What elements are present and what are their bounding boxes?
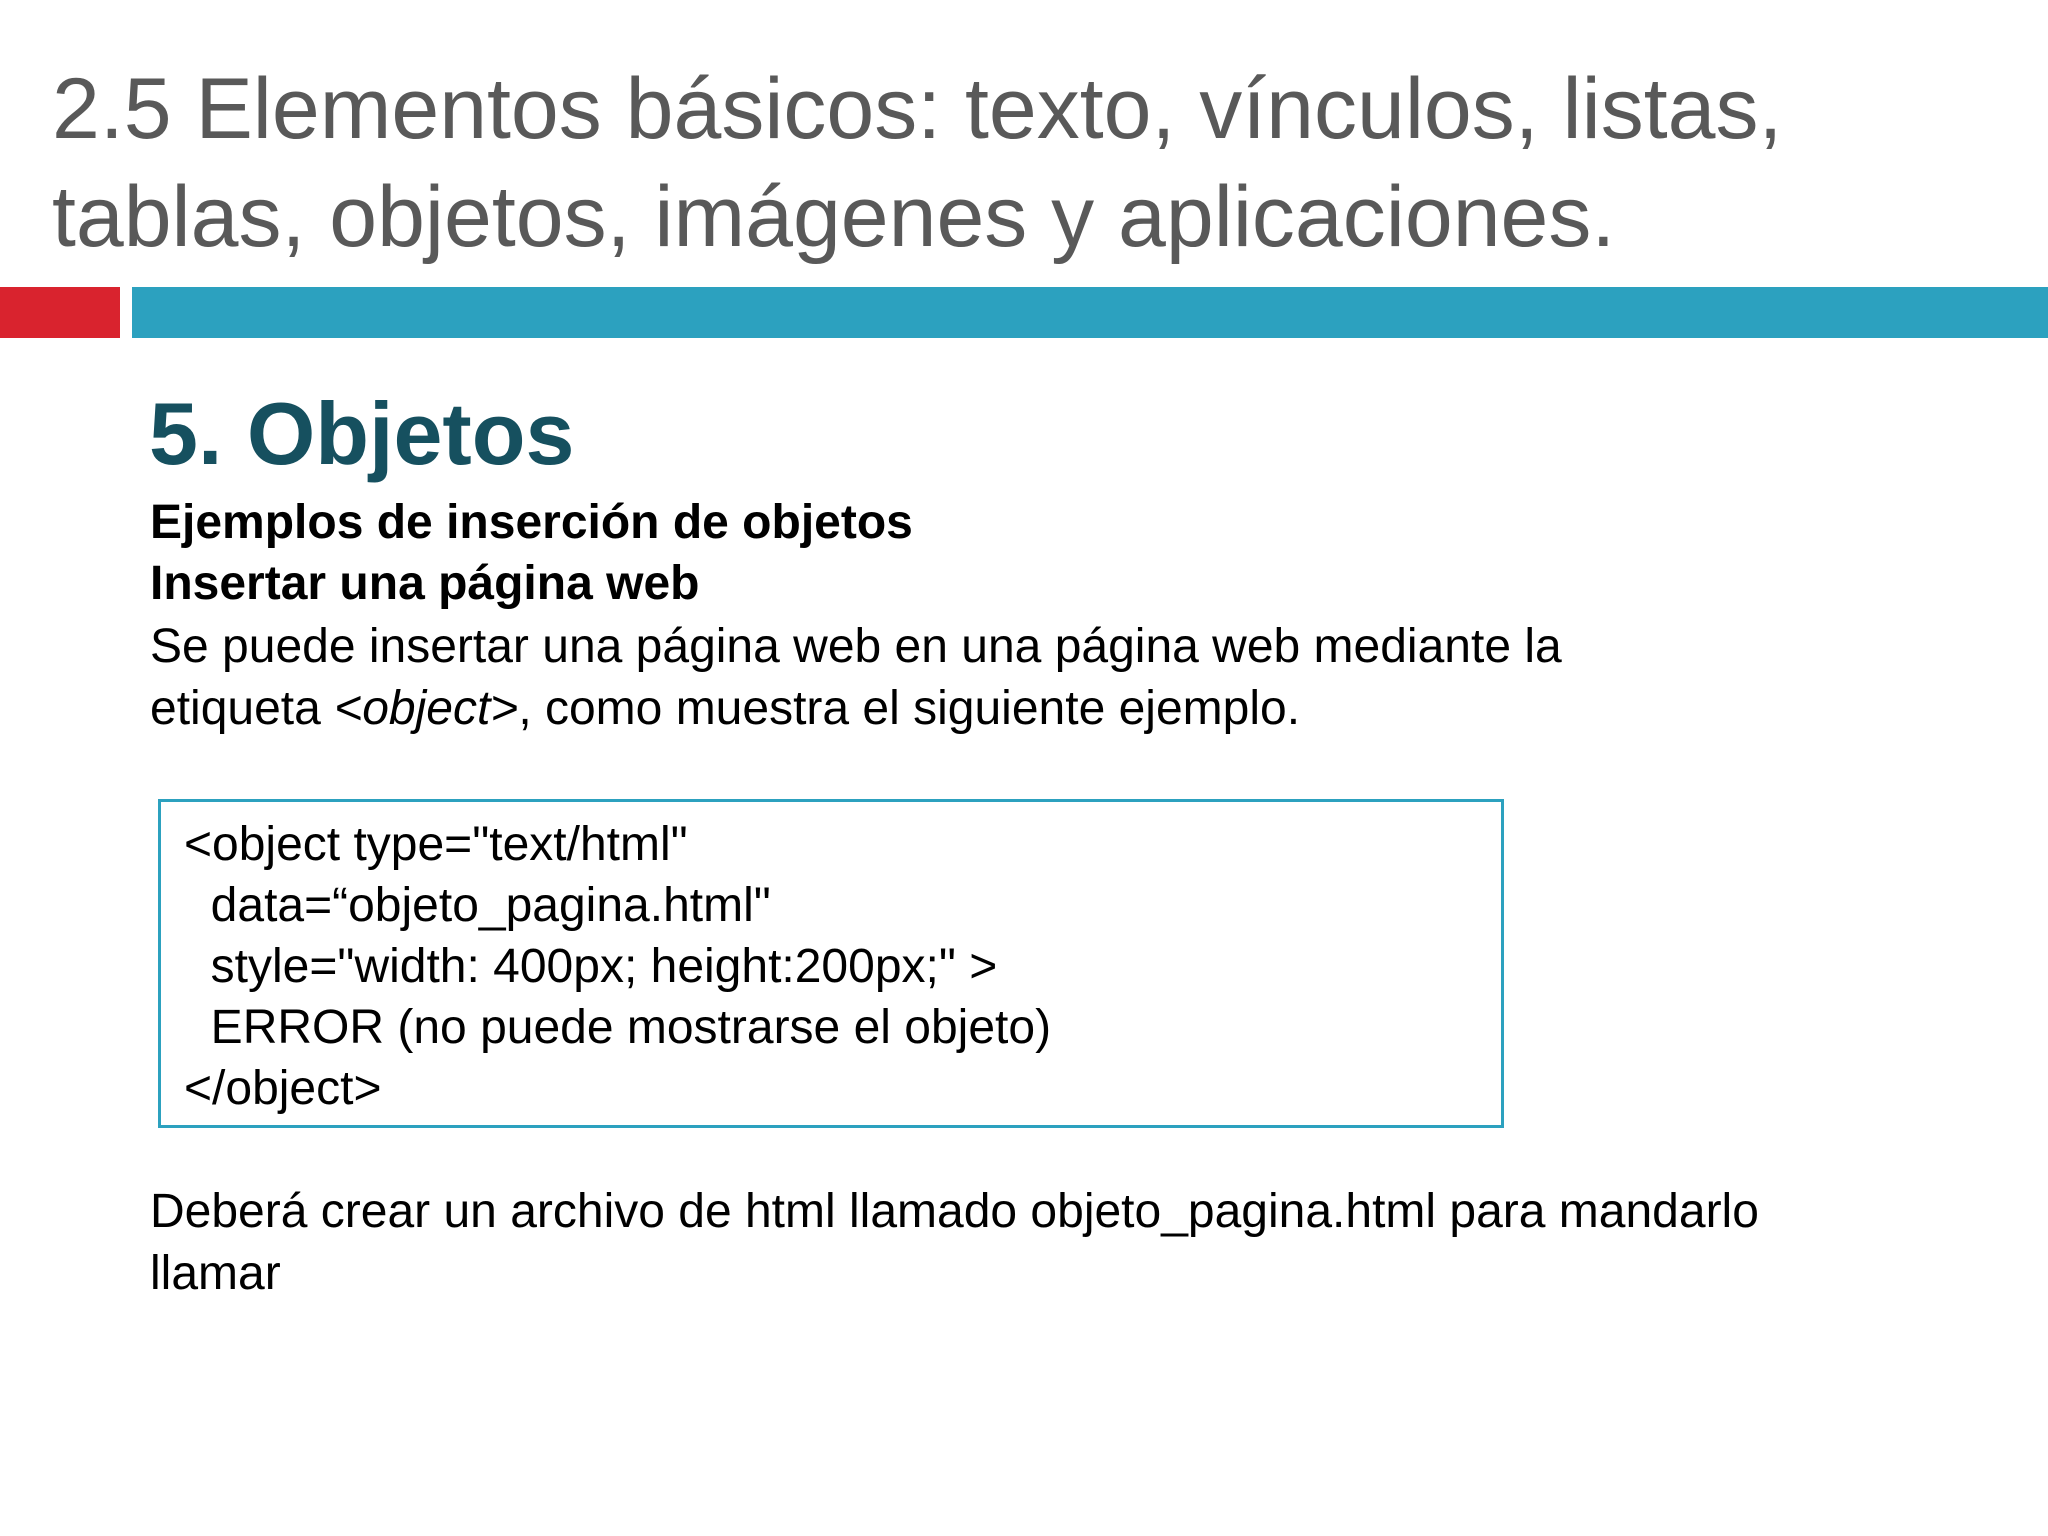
subheading-examples: Ejemplos de inserción de objetos xyxy=(150,496,913,549)
code-line-5: </object> xyxy=(184,1062,382,1115)
subheading-insert-webpage: Insertar una página web xyxy=(150,557,700,610)
section-heading: 5. Objetos xyxy=(149,384,575,483)
accent-bar-teal xyxy=(132,287,2048,338)
outro-line-1: Deberá crear un archivo de html llamado objeto_pagina.html para mandarlo xyxy=(150,1185,1759,1238)
slide-title-line-2: tablas, objetos, imágenes y aplicaciones. xyxy=(52,169,1616,265)
slide-title-line-1: 2.5 Elementos básicos: texto, vínculos, listas, xyxy=(52,61,1783,157)
code-line-3: style="width: 400px; height:200px;" > xyxy=(184,940,998,993)
intro-line-2-prefix: etiqueta xyxy=(150,682,335,735)
slide-title xyxy=(52,55,1992,271)
outro-line-2: llamar xyxy=(150,1247,281,1300)
outro-paragraph xyxy=(150,1181,1980,1305)
intro-line-2-suffix: , como muestra el siguiente ejemplo. xyxy=(518,682,1301,735)
code-line-2: data=“objeto_pagina.html" xyxy=(184,879,771,932)
intro-paragraph xyxy=(150,616,1980,740)
code-line-4: ERROR (no puede mostrarse el objeto) xyxy=(184,1001,1052,1054)
intro-line-2 xyxy=(150,678,1980,740)
intro-line-1: Se puede insertar una página web en una página web mediante la xyxy=(150,620,1562,673)
code-line-1: <object type="text/html" xyxy=(184,818,688,871)
code-example-box xyxy=(158,799,1504,1128)
accent-bar-red xyxy=(0,287,120,338)
object-tag-text: <object> xyxy=(334,682,519,735)
